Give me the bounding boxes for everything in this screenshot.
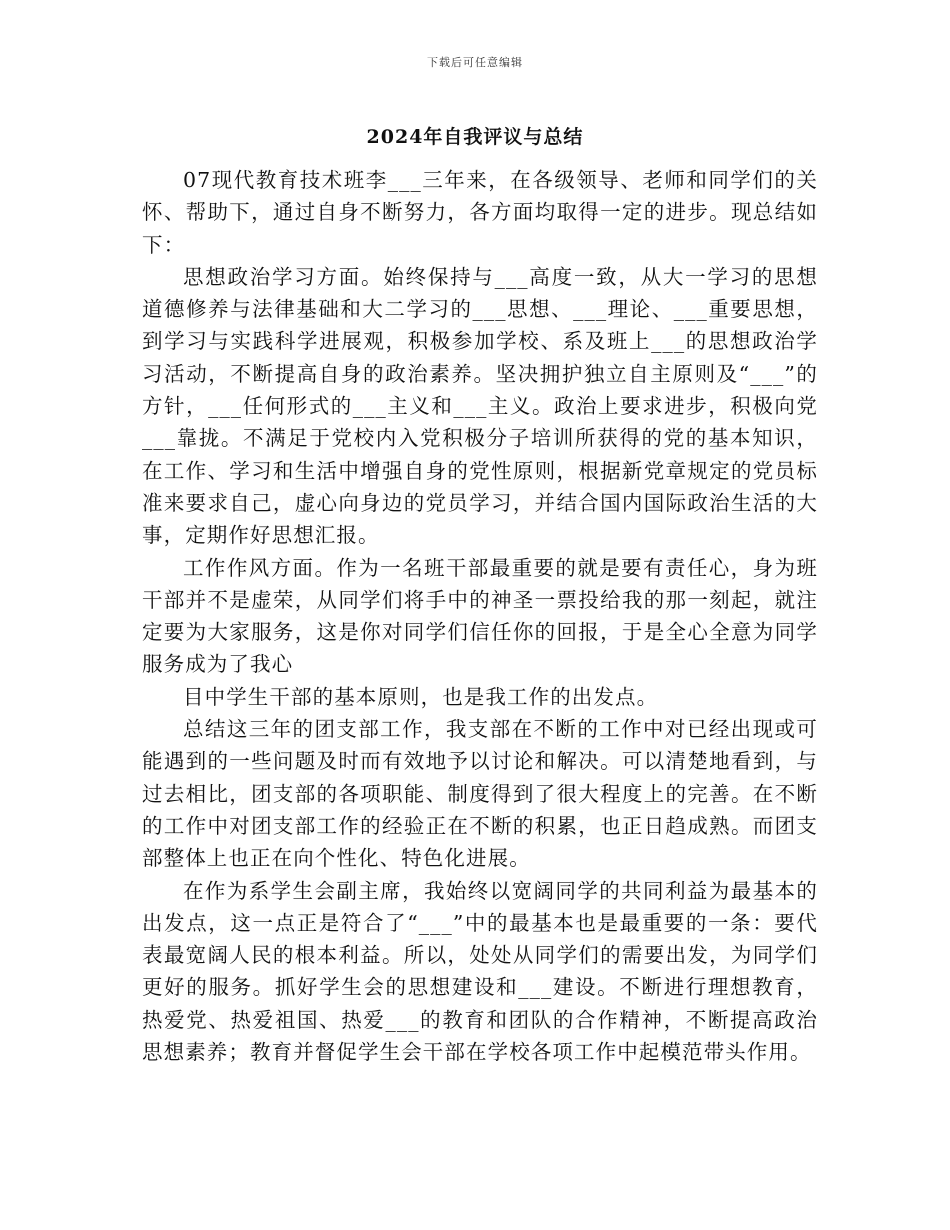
document-title: 2024年自我评议与总结 [366, 126, 584, 148]
paragraph-intro: 07现代教育技术班李___三年来，在各级领导、老师和同学们的关怀、帮助下，通过自身不断努力，各方面均取得一定的进步。现总结如下： [142, 168, 818, 257]
document-body [142, 164, 818, 1068]
paragraph-political-study: 思想政治学习方面。始终保持与___高度一致，从大一学习的思想道德修养与法律基础和大二学习的___思想、___理论、___重要思想，到学习与实践科学进展观，积极参加学校、系及班上___的思想政治学习活动，不断提高自身的政治素养。坚决拥护独立自主原则及“___”的方针，___任何形式的___主义和___主义。政治上要求进步，积极向党___靠拢。不满足于党校内入党积极分子培训所获得的党的基本知识，在工作、学习和生活中增强自身的党性原则，根据新党章规定的党员标准来要求自己，虚心向身边的党员学习，并结合国内国际政治生活的大事，定期作好思想汇报。 [142, 264, 818, 548]
paragraph-work-style: 工作作风方面。作为一名班干部最重要的就是要有责任心，身为班干部并不是虚荣，从同学们将手中的神圣一票投给我的那一刻起，就注定要为大家服务，这是你对同学们信任你的回报，于是全心全意为同学服务成为了我心 [142, 555, 818, 677]
header-note: 下载后可任意编辑 [427, 56, 523, 69]
paragraph-league-branch: 总结这三年的团支部工作，我支部在不断的工作中对已经出现或可能遇到的一些问题及时而有效地予以讨论和解决。可以清楚地看到，与过去相比，团支部的各项职能、制度得到了很大程度上的完善。在不断的工作中对团支部工作的经验正在不断的积累，也正日趋成熟。而团支部整体上也正在向个性化、特色化进展。 [142, 717, 818, 871]
paragraph-student-union: 在作为系学生会副主席，我始终以宽阔同学的共同利益为最基本的出发点，这一点正是符合了“___”中的最基本也是最重要的一条：要代表最宽阔人民的根本利益。所以，处处从同学们的需要出发，为同学们更好的服务。抓好学生会的思想建设和___建设。不断进行理想教育，热爱党、热爱祖国、热爱___的教育和团队的合作精神，不断提高政治思想素养；教育并督促学生会干部在学校各项工作中起模范带头作用。 [142, 878, 818, 1065]
paragraph-work-principle: 目中学生干部的基本原则，也是我工作的出发点。 [183, 684, 659, 709]
